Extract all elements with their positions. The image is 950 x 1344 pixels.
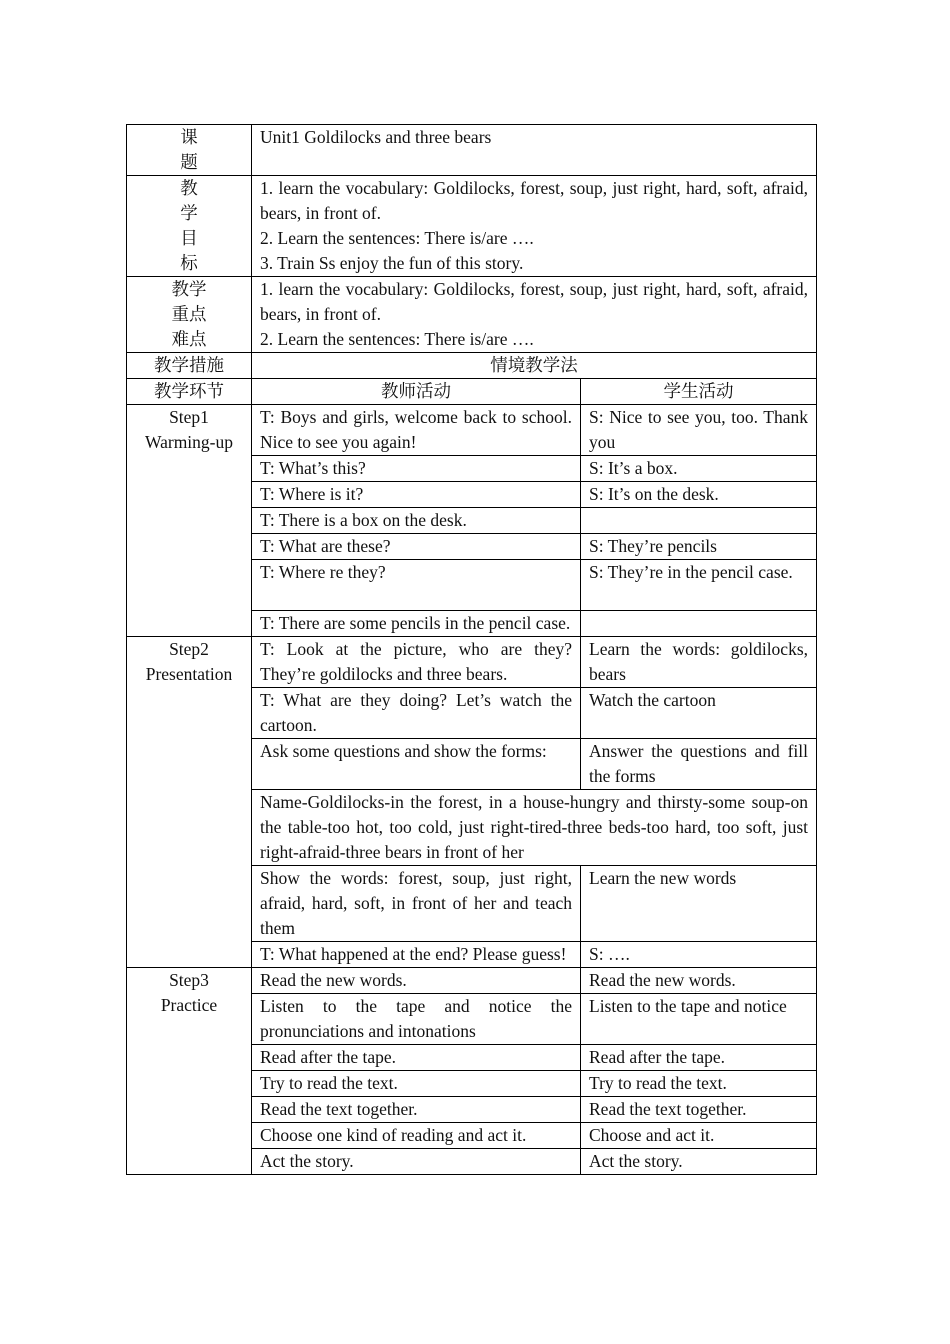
table-row	[127, 968, 817, 994]
student-activity: S: They’re pencils	[581, 534, 817, 560]
teacher-activity: Ask some questions and show the forms:	[252, 739, 581, 790]
teacher-activity: Choose one kind of reading and act it.	[252, 1123, 581, 1149]
teacher-activity: T: There are some pencils in the pencil case.	[252, 611, 581, 637]
teacher-activity: T: What happened at the end? Please guess!	[252, 942, 581, 968]
student-activity: Watch the cartoon	[581, 688, 817, 739]
objectives-content	[252, 176, 817, 277]
student-activity: Try to read the text.	[581, 1071, 817, 1097]
student-activity: S: It’s a box.	[581, 456, 817, 482]
teacher-activity: T: What are these?	[252, 534, 581, 560]
student-activity: S: ….	[581, 942, 817, 968]
teacher-activity: Read the text together.	[252, 1097, 581, 1123]
merged-activity: Name-Goldilocks-in the forest, in a house-hungry and thirsty-some soup-on the table-too hot, too cold, just right-tired-three beds-too hard, too soft, just right-afraid-three bears in front of her	[252, 790, 817, 866]
teacher-activity: Listen to the tape and notice the pronunciations and intonations	[252, 994, 581, 1045]
header-stage: 教学环节	[127, 379, 252, 405]
title-row	[127, 125, 817, 176]
teacher-activity: T: Boys and girls, welcome back to school. Nice to see you again!	[252, 405, 581, 456]
keypoints-content	[252, 277, 817, 353]
step1-label: Step1 Warming-up	[127, 405, 252, 637]
student-activity: Choose and act it.	[581, 1123, 817, 1149]
teacher-activity: T: Look at the picture, who are they? They’re goldilocks and three bears.	[252, 637, 581, 688]
student-activity: Learn the new words	[581, 866, 817, 942]
step3-label: Step3 Practice	[127, 968, 252, 1175]
student-activity: Listen to the tape and notice	[581, 994, 817, 1045]
method-label: 教学措施	[127, 353, 252, 379]
student-activity: Read after the tape.	[581, 1045, 817, 1071]
teacher-activity: Read after the tape.	[252, 1045, 581, 1071]
teacher-activity: T: There is a box on the desk.	[252, 508, 581, 534]
student-activity	[581, 508, 817, 534]
teacher-activity: T: Where is it?	[252, 482, 581, 508]
objectives-row	[127, 176, 817, 277]
student-activity: S: They’re in the pencil case.	[581, 560, 817, 611]
student-activity	[581, 611, 817, 637]
step2-label: Step2 Presentation	[127, 637, 252, 968]
objective-item: 2. Learn the sentences: There is/are ….	[260, 228, 534, 248]
teacher-activity: T: Where re they?	[252, 560, 581, 611]
teacher-activity: Show the words: forest, soup, just right, afraid, hard, soft, in front of her and teach them	[252, 866, 581, 942]
keypoints-label: 教学 重点 难点	[127, 277, 252, 353]
student-activity: S: It’s on the desk.	[581, 482, 817, 508]
method-value: 情境教学法	[252, 353, 817, 379]
objectives-label: 教 学 目 标	[127, 176, 252, 277]
header-student: 学生活动	[581, 379, 817, 405]
keypoint-item: 1. learn the vocabulary: Goldilocks, forest, soup, just right, hard, soft, afraid, bears, in front of.	[260, 279, 809, 324]
teacher-activity: T: What are they doing? Let’s watch the cartoon.	[252, 688, 581, 739]
keypoint-item: 2. Learn the sentences: There is/are ….	[260, 329, 534, 349]
teacher-activity: Try to read the text.	[252, 1071, 581, 1097]
objective-item: 3. Train Ss enjoy the fun of this story.	[260, 253, 524, 273]
student-activity: Learn the words: goldilocks, bears	[581, 637, 817, 688]
method-row	[127, 353, 817, 379]
keypoints-row	[127, 277, 817, 353]
table-row	[127, 637, 817, 688]
student-activity: S: Nice to see you, too. Thank you	[581, 405, 817, 456]
lesson-plan-table	[126, 124, 817, 1175]
student-activity: Read the new words.	[581, 968, 817, 994]
teacher-activity: T: What’s this?	[252, 456, 581, 482]
teacher-activity: Read the new words.	[252, 968, 581, 994]
table-row	[127, 405, 817, 456]
student-activity: Read the text together.	[581, 1097, 817, 1123]
title-value: Unit1 Goldilocks and three bears	[252, 125, 817, 176]
student-activity: Answer the questions and fill the forms	[581, 739, 817, 790]
title-label: 课 题	[127, 125, 252, 176]
student-activity: Act the story.	[581, 1149, 817, 1175]
objective-item: 1. learn the vocabulary: Goldilocks, forest, soup, just right, hard, soft, afraid, bears, in front of.	[260, 178, 809, 223]
header-teacher: 教师活动	[252, 379, 581, 405]
teacher-activity: Act the story.	[252, 1149, 581, 1175]
activity-header-row	[127, 379, 817, 405]
